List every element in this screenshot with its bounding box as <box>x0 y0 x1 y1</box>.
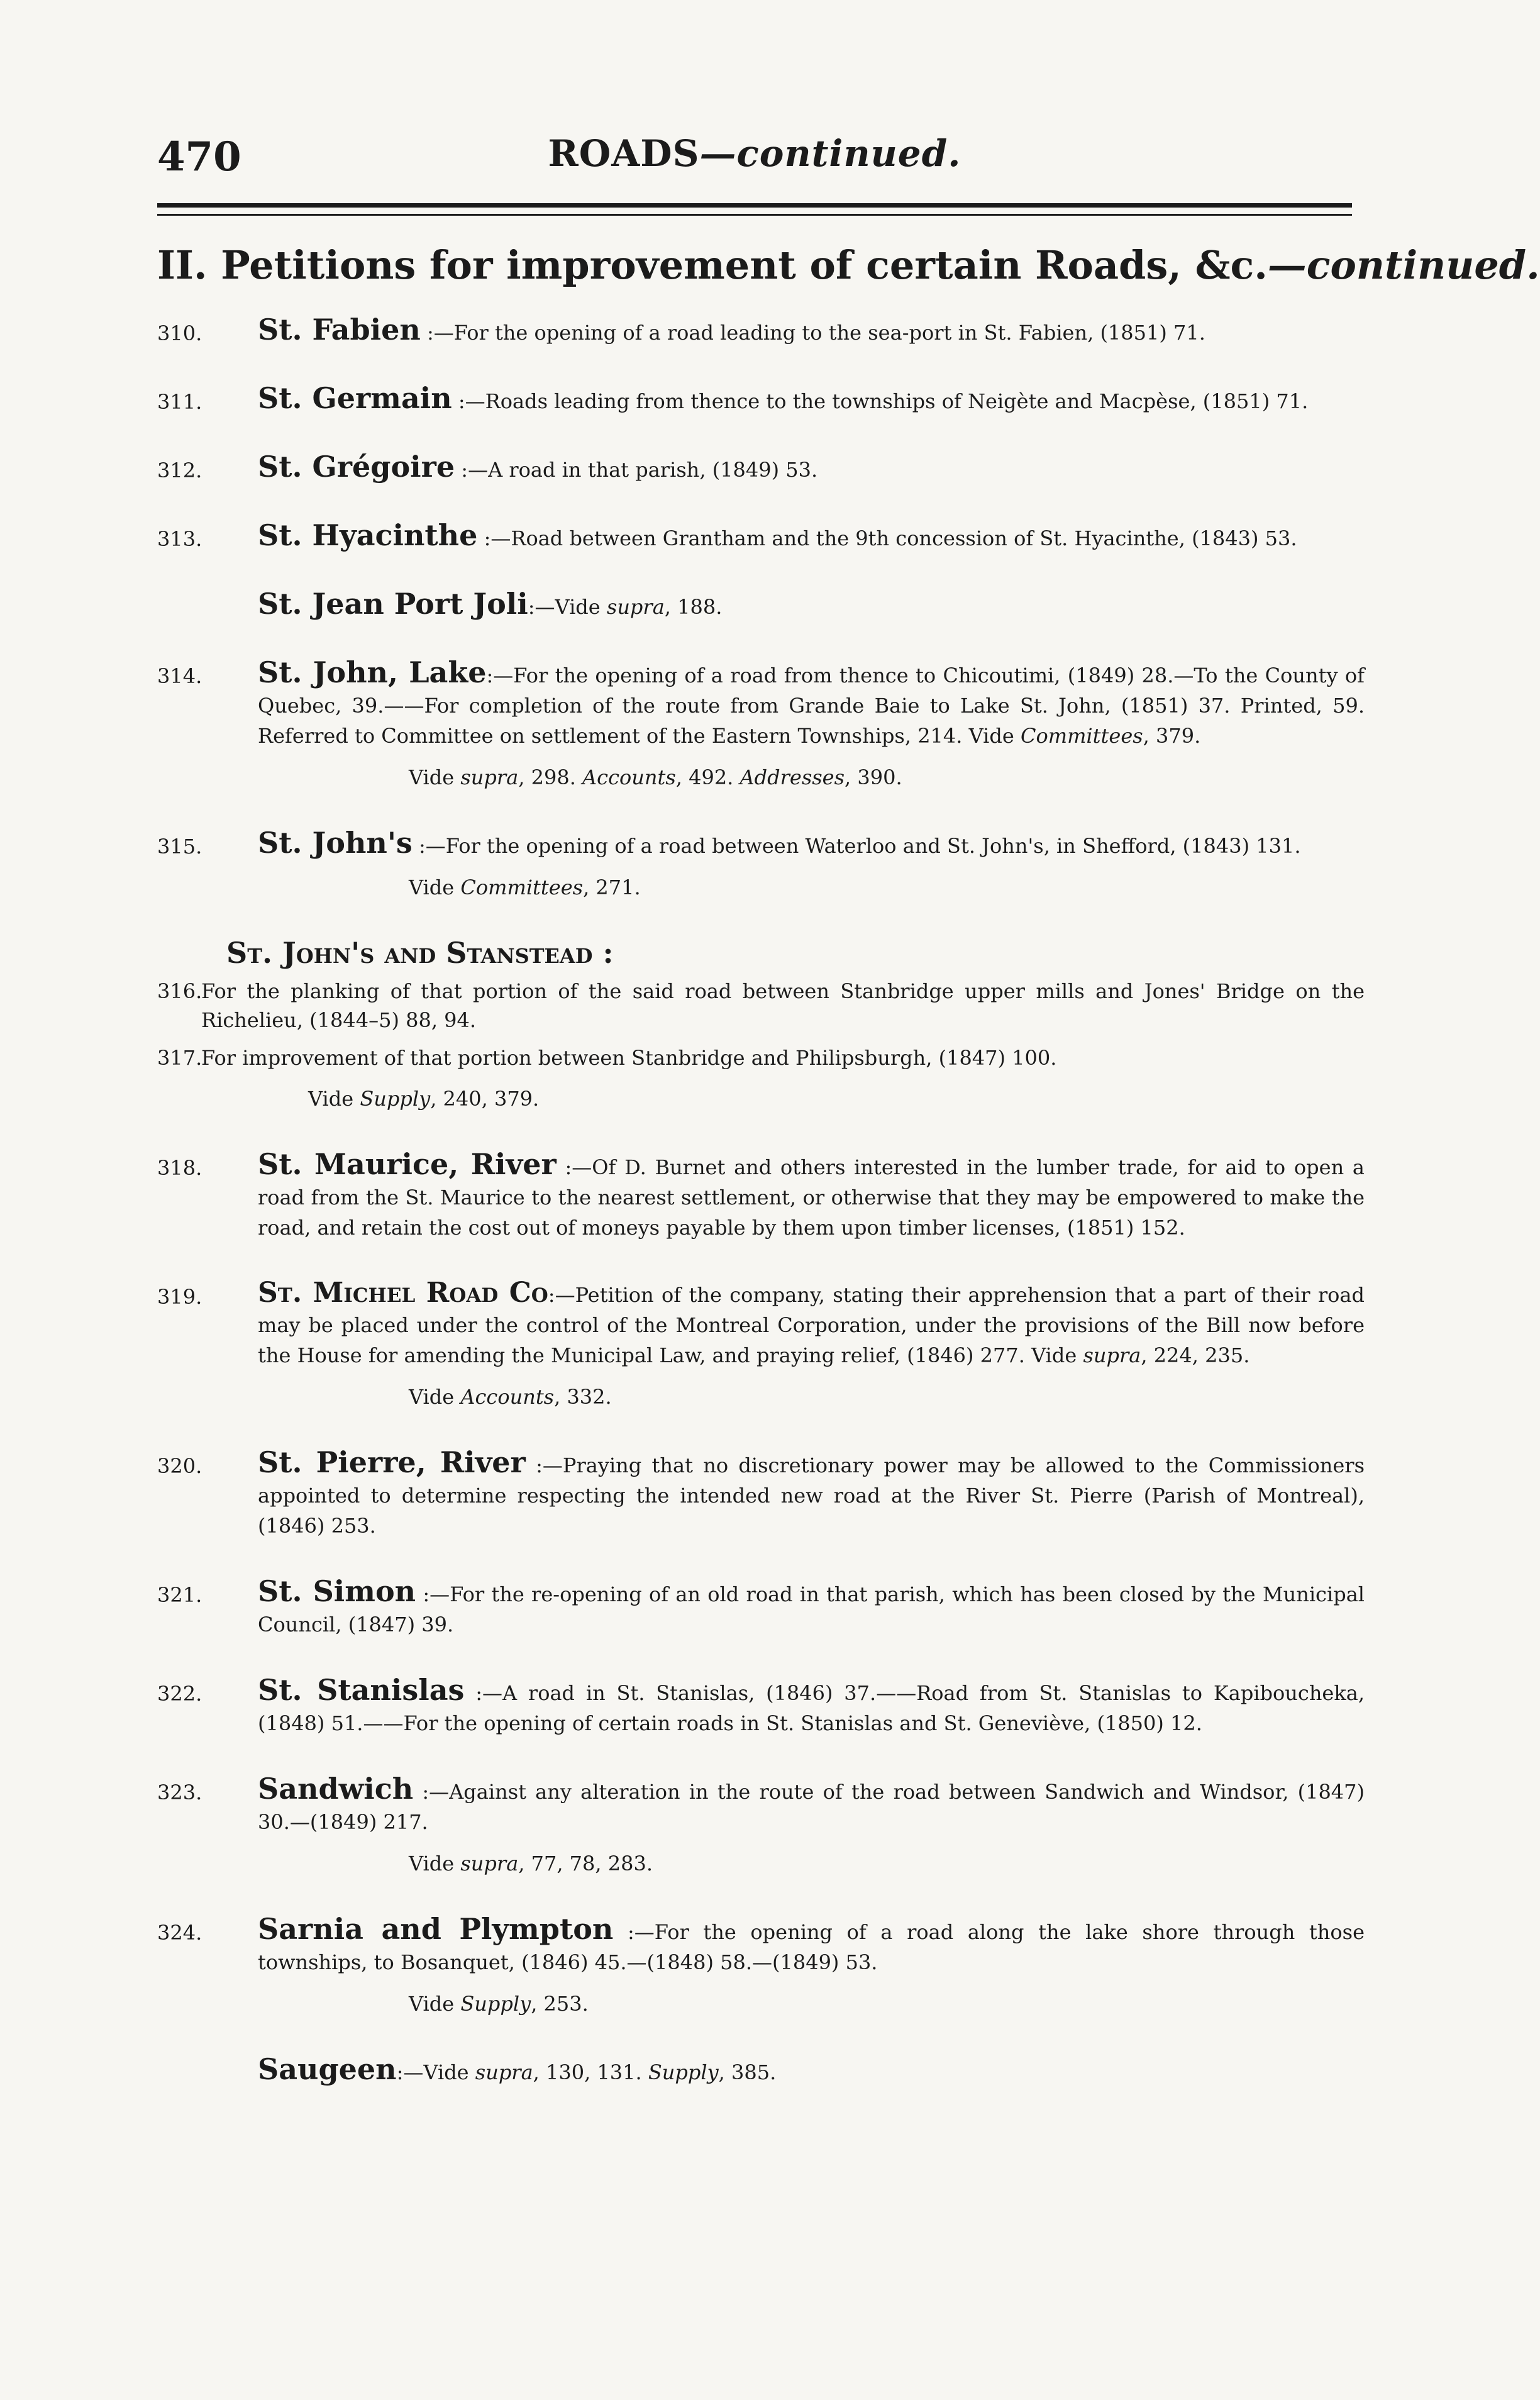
entry-322 <box>157 1675 1365 1738</box>
entry-number: 314. <box>157 664 202 688</box>
running-head-continued: —continued. <box>699 132 961 175</box>
entry-310 <box>157 314 1365 348</box>
header-rule-thin <box>157 214 1352 216</box>
entry-number: 317. <box>157 1046 202 1070</box>
vide-reference <box>258 1848 1365 1879</box>
entry-name: St. Pierre, River <box>258 1445 526 1479</box>
vide-label: Vide <box>409 875 461 899</box>
entry-number: 310. <box>157 321 202 345</box>
vide-ref-italic: supra <box>460 1852 519 1875</box>
entry-name: Sandwich <box>258 1772 414 1806</box>
entry-text-italic: Supply <box>648 2060 719 2084</box>
entry-text: :—Against any alteration in the route of the road between Sandwich and Windsor, (1847) 30.—(1849) 217. <box>258 1780 1365 1834</box>
entry-text-mid: , 130, 131. <box>533 2060 648 2084</box>
entry-text: :—For the opening of a road from thence to Chicoutimi, (1849) 28.—To the County of Quebec, 39.——For completion of the route from Grande Baie to Lake St. John, (1851) 37. Printed, 59. Referred to Committee on settlement of the Eastern Townships, 214. Vide <box>258 664 1365 748</box>
entry-314 <box>157 657 1365 792</box>
vide-ref-italic: Supply <box>360 1087 431 1111</box>
entry-text: :—Vide <box>528 595 607 619</box>
vide-reference <box>258 872 1365 903</box>
entry-number: 316. <box>157 979 202 1003</box>
section-title-continued: —continued. <box>1267 242 1540 288</box>
entry-st-johns-and-stanstead <box>157 938 1365 1114</box>
vide-label: Vide <box>308 1087 360 1111</box>
vide-ref-italic: Accounts <box>582 765 676 789</box>
entry-316 <box>157 977 1365 1035</box>
entry-number: 324. <box>157 1921 202 1945</box>
entry-text: :—Petition of the company, stating their apprehension that a part of their road may be placed under the control of the Montreal Corporation, under the provisions of the Bill now before the House for amending the Municipal Law, and praying relief, (1846) 277. Vide <box>258 1283 1365 1367</box>
vide-pages: , 240, 379. <box>430 1087 540 1111</box>
entry-number: 320. <box>157 1454 202 1478</box>
vide-pages: , 492. <box>675 765 740 789</box>
entry-saugeen <box>157 2054 1365 2087</box>
entry-number: 318. <box>157 1156 202 1180</box>
entry-319 <box>157 1278 1365 1412</box>
vide-label: Vide <box>409 1992 461 2016</box>
entry-text: :—A road in St. Stanislas, (1846) 37.——Road from St. Stanislas to Kapiboucheka, (1848) 51.——For the opening of certain roads in St. Stanislas and St. Geneviève, (1850) 12. <box>258 1681 1365 1735</box>
entry-name: St. Grégoire <box>258 450 455 484</box>
entry-name: Saugeen <box>258 2052 397 2086</box>
entry-number: 323. <box>157 1781 202 1804</box>
entry-text-end: , 385. <box>718 2060 777 2084</box>
entry-text-end: , 379. <box>1143 724 1201 748</box>
running-head <box>157 132 1352 175</box>
vide-pages: , 298. <box>518 765 583 789</box>
vide-label: Vide <box>409 1385 461 1409</box>
entry-text-end: , 188. <box>664 595 723 619</box>
entry-name: St. Jean Port Joli <box>258 587 528 621</box>
subheading: St. John's and Stanstead : <box>226 936 614 970</box>
entry-name: St. John, Lake <box>258 655 487 689</box>
entry-313 <box>157 520 1365 553</box>
vide-label: Vide <box>409 1852 461 1875</box>
entry-317 <box>157 1043 1365 1072</box>
entry-text: :—Of D. Burnet and others interested in the lumber trade, for aid to open a road from the St. Maurice to the nearest settlement, or otherwise that they may be empowered to make the road, and retain the cost out of moneys payable by them upon timber licenses, (1851) 152. <box>258 1155 1365 1240</box>
entry-text: :—Vide <box>396 2060 475 2084</box>
entry-text: :—A road in that parish, (1849) 53. <box>461 458 818 482</box>
page-header <box>157 119 1352 189</box>
running-head-main: ROADS <box>548 132 700 175</box>
entry-name: St. Hyacinthe <box>258 518 478 552</box>
vide-ref-italic: Supply <box>460 1992 531 2016</box>
entry-number: 319. <box>157 1285 202 1309</box>
entry-number: 313. <box>157 527 202 551</box>
entry-text-italic: supra <box>1083 1343 1141 1367</box>
entry-321 <box>157 1576 1365 1640</box>
entry-name: St. Simon <box>258 1574 416 1608</box>
vide-pages: , 253. <box>531 1992 589 2016</box>
entry-number: 322. <box>157 1682 202 1706</box>
entry-name: St. Michel Road Co <box>258 1277 548 1309</box>
entry-name: St. Stanislas <box>258 1673 465 1707</box>
vide-pages: , 390. <box>845 765 902 789</box>
vide-pages: , 271. <box>583 875 641 899</box>
entry-text: :—Roads leading from thence to the townships of Neigète and Macpèse, (1851) 71. <box>458 389 1309 413</box>
entry-number: 311. <box>157 390 202 414</box>
vide-reference <box>258 1989 1365 2019</box>
vide-reference <box>258 762 1365 792</box>
vide-pages: , 77, 78, 283. <box>518 1852 653 1875</box>
entry-text: :—Road between Grantham and the 9th concession of St. Hyacinthe, (1843) 53. <box>484 526 1297 550</box>
entry-text: :—For the opening of a road leading to the sea-port in St. Fabien, (1851) 71. <box>426 321 1205 345</box>
header-rule-thick <box>157 203 1352 208</box>
entry-text: For the planking of that portion of the said road between Stanbridge upper mills and Jones' Bridge on the Richelieu, (1844–5) 88, 94. <box>201 979 1365 1032</box>
vide-ref-italic: Addresses <box>740 765 845 789</box>
entry-text-italic: supra <box>606 595 665 619</box>
entry-name: St. Germain <box>258 381 452 415</box>
entry-text: :—For the opening of a road along the lake shore through those townships, to Bosanquet, (1846) 45.—(1848) 58.—(1849) 53. <box>258 1920 1365 1974</box>
entry-text: :—Praying that no discretionary power may be allowed to the Commissioners appointed to determine respecting the intended new road at the River St. Pierre (Parish of Montreal), (1846) 253. <box>258 1453 1365 1538</box>
entry-text: :—For the opening of a road between Waterloo and St. John's, in Shefford, (1843) 131. <box>418 834 1301 858</box>
entry-st-jean-port-joli <box>157 589 1365 622</box>
vide-reference <box>258 1382 1365 1412</box>
entry-318 <box>157 1149 1365 1243</box>
vide-ref-italic: supra <box>460 765 519 789</box>
entry-312 <box>157 452 1365 485</box>
vide-label: Vide <box>409 765 461 789</box>
vide-pages: , 332. <box>554 1385 612 1409</box>
section-title-main: II. Petitions for improvement of certain Roads, &c. <box>157 242 1268 288</box>
entry-320 <box>157 1447 1365 1541</box>
page-number: 470 <box>157 133 241 181</box>
section-title <box>157 242 1540 288</box>
entry-number: 321. <box>157 1583 202 1607</box>
entry-text-end: , 224, 235. <box>1141 1343 1250 1367</box>
entry-name: St. Fabien <box>258 313 421 347</box>
entry-311 <box>157 383 1365 416</box>
entry-324 <box>157 1914 1365 2019</box>
entry-name: Sarnia and Plympton <box>258 1912 614 1946</box>
entry-315 <box>157 828 1365 903</box>
entry-name: St. John's <box>258 826 413 860</box>
entry-number: 315. <box>157 835 202 858</box>
vide-ref-italic: Accounts <box>460 1385 555 1409</box>
entry-text-italic: Committees <box>1020 724 1143 748</box>
entry-number: 312. <box>157 458 202 482</box>
entry-text: :—For the re-opening of an old road in that parish, which has been closed by the Municipal Council, (1847) 39. <box>258 1582 1365 1636</box>
vide-ref-italic: Committees <box>460 875 584 899</box>
entry-name: St. Maurice, River <box>258 1147 557 1181</box>
entry-323 <box>157 1774 1365 1879</box>
entry-text-italic: supra <box>475 2060 533 2084</box>
vide-reference <box>157 1084 1365 1114</box>
entry-text: For improvement of that portion between Stanbridge and Philipsburgh, (1847) 100. <box>201 1046 1057 1070</box>
entries-list <box>157 314 1365 2123</box>
